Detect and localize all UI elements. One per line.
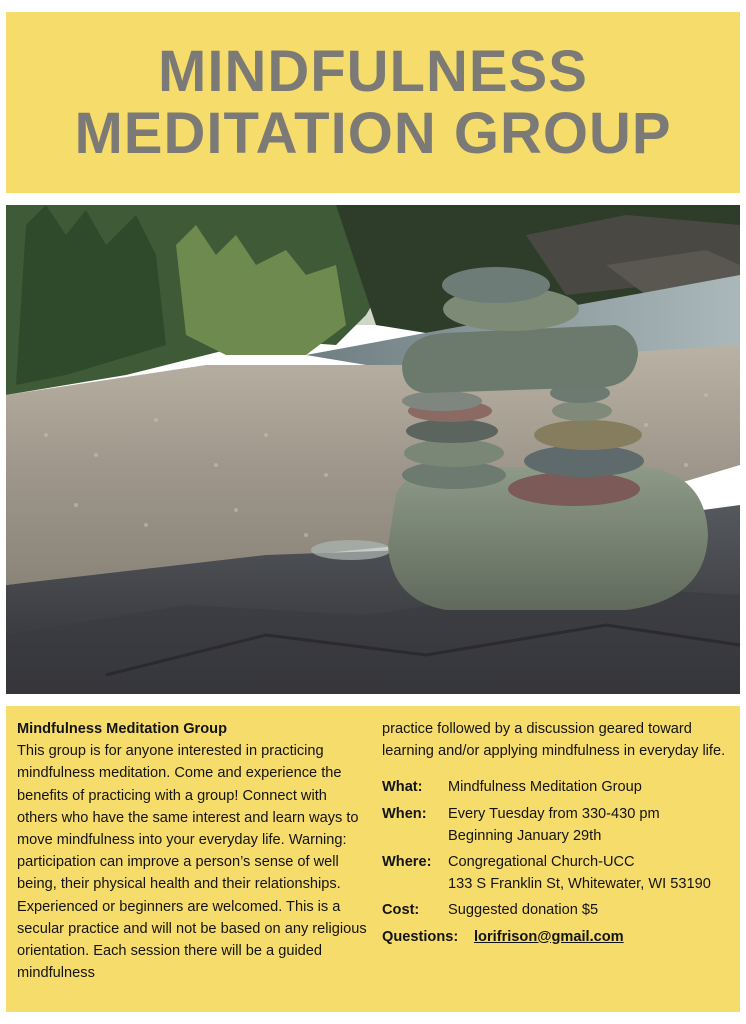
info-panel (6, 706, 740, 1012)
where-line-1: Congregational Church-UCC (448, 854, 635, 871)
where-value (448, 851, 734, 895)
contact-email-link[interactable]: lorifrison@gmail.com (474, 928, 624, 945)
what-label: What: (382, 779, 423, 796)
description-column (17, 718, 369, 984)
when-line-2: Beginning January 29th (448, 827, 602, 844)
questions-label: Questions: (382, 928, 459, 945)
what-value: Mindfulness Meditation Group (448, 779, 642, 796)
event-details (382, 776, 734, 947)
what-row (382, 776, 734, 798)
title-line-1: MINDFULNESS (158, 38, 588, 104)
stone-stack-photo (6, 205, 740, 694)
cost-row (382, 899, 734, 921)
when-row (382, 803, 734, 847)
where-label: Where: (382, 854, 432, 871)
cost-value: Suggested donation $5 (448, 902, 599, 919)
description-heading: Mindfulness Meditation Group (17, 721, 227, 737)
description-continued: practice followed by a discussion geared toward learning and/or applying mindfulness in everyday life. (382, 721, 726, 760)
title-line-2: MEDITATION GROUP (74, 100, 672, 166)
title-banner (6, 12, 740, 193)
cost-label: Cost: (382, 902, 420, 919)
when-label: When: (382, 805, 427, 822)
when-value (448, 803, 734, 847)
where-row (382, 851, 734, 895)
description-body: This group is for anyone interested in practicing mindfulness meditation. Come and experience the benefits of practicing with a group! Connect with others who have the same interest and learn ways to move mindfulness into your everyday life. Warning: participation can improve a person’s sense of well being, their physical health and their relationships. Experienced or beginners are welcomed. This is a secular practice and will not be based on any religious orientation. Each session there will be a guided mindfulness (17, 743, 367, 982)
details-column (382, 718, 734, 952)
questions-row (382, 926, 734, 948)
where-line-2: 133 S Franklin St, Whitewater, WI 53190 (448, 876, 711, 893)
when-line-1: Every Tuesday from 330-430 pm (448, 805, 660, 822)
